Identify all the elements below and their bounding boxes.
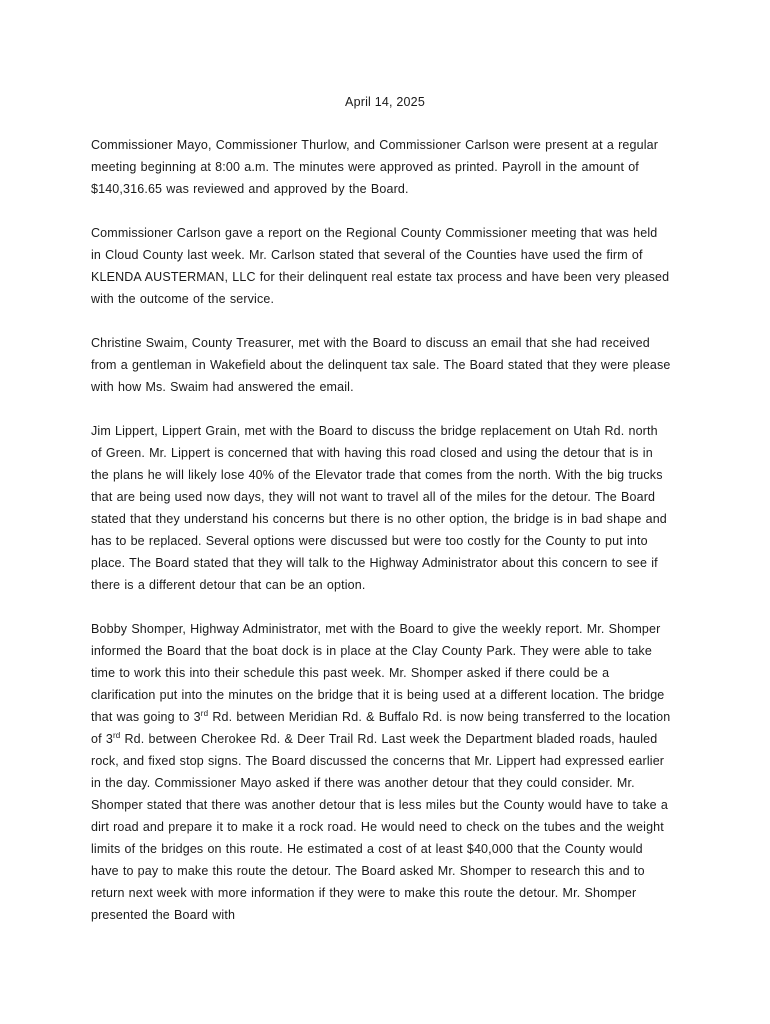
highway-report-text-2: Rd. between Meridian Rd. & Buffalo Rd. is now being transferred to the location of 3 — [91, 710, 671, 746]
highway-report-text-3: Rd. between Cherokee Rd. & Deer Trail Rd. Last week the Department bladed roads, hauled rock, and fixed stop signs. The Board discussed the concerns that Mr. Lippert had expressed earlier in the day. Commissioner Mayo asked if there was another detour that they could consider. Mr. Shomper stated that there was another detour that is less miles but the County would have to take a dirt road and prepare it to make it a rock road. He would need to check on the tubes and the weight limits of the bridges on this route. He estimated a cost of at least $40,000 that the County would have to pay to make this route the detour. The Board asked Mr. Shomper to research this and to return next week with more information if they were to make this route the detour. Mr. Shomper presented the Board with — [91, 732, 668, 922]
minutes-body — [91, 134, 671, 948]
paragraph-attendance-payroll: Commissioner Mayo, Commissioner Thurlow, and Commissioner Carlson were present at a regular meeting beginning at 8:00 a.m. The minutes were approved as printed. Payroll in the amount of $140,316.65 was reviewed and approved by the Board. — [91, 138, 659, 196]
paragraph-treasurer-email: Christine Swaim, County Treasurer, met with the Board to discuss an email that she had received from a gentleman in Wakefield about the delinquent tax sale. The Board stated that they were please with how Ms. Swaim had answered the email. — [91, 336, 671, 394]
paragraph-regional-meeting-report: Commissioner Carlson gave a report on the Regional County Commissioner meeting that was held in Cloud County last week. Mr. Carlson stated that several of the Counties have used the firm of KLENDA AUSTERMAN, LLC for their delinquent real estate tax process and have been very pleased with the outcome of the service. — [91, 226, 670, 306]
ordinal-suffix: rd — [112, 731, 121, 740]
meeting-date: April 14, 2025 — [345, 95, 425, 109]
paragraph-lippert-bridge-concern: Jim Lippert, Lippert Grain, met with the Board to discuss the bridge replacement on Utah Rd. north of Green. Mr. Lippert is concerned that with having this road closed and using the detour that is in the plans he will likely lose 40% of the Elevator trade that comes from the north. With the big trucks that are being used now days, they will not want to travel all of the miles for the detour. The Board stated that they understand his concerns but there is no other option, the bridge is in bad shape and has to be replaced. Several options were discussed but were too costly for the County to put into place. The Board stated that they will talk to the Highway Administrator about this concern to see if there is a different detour that can be an option. — [91, 424, 667, 592]
paragraph-highway-report — [91, 618, 671, 926]
highway-report-text-1: Bobby Shomper, Highway Administrator, met with the Board to give the weekly report. Mr. Shomper informed the Board that the boat dock is in place at the Clay County Park. They were able to take time to work this into their schedule this past week. Mr. Shomper asked if there could be a clarification put into the minutes on the bridge that it is being used at a different location. The bridge that was going to 3 — [91, 622, 665, 724]
ordinal-suffix: rd — [200, 709, 209, 718]
